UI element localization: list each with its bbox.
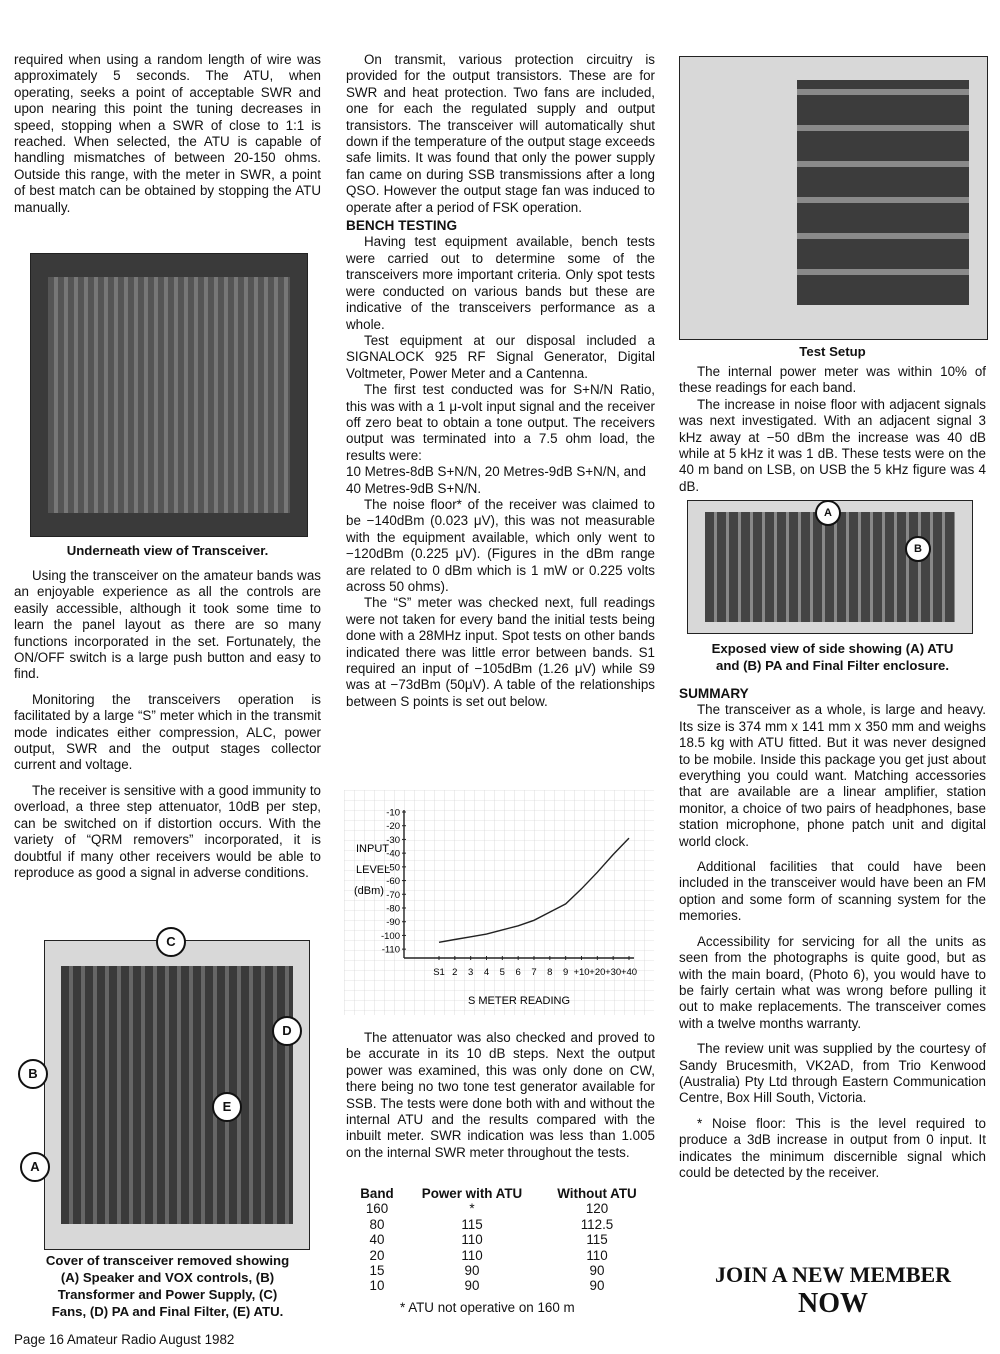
side-label-a: A <box>815 500 841 526</box>
table-cell-with-atu: * <box>469 1201 475 1217</box>
test-setup-caption: Test Setup <box>799 344 866 359</box>
y-tick-label: -10 <box>386 807 400 819</box>
table-cell-without-atu: 110 <box>586 1247 608 1263</box>
x-tick-label: +10 <box>573 967 590 978</box>
col1-para1: required when using a random length of wire was approximately 5 seconds. The ATU, when operating, seeks a point of acceptable SWR and upon nearing this point the tuning decreases in speed, stopping when a SWR of close to 1:1 is reached. When selected, the ATU is capable of handling mismatches of between 20-150 ohms. Outside this range, with the meter in SWR, a point of best match can be obtained by stopping the ATU manually. <box>14 52 321 215</box>
col3-para5: Accessibility for servicing for all the units as seen from the photographs is quite good, but as with the main board, (Photo 6), you would have to be fairly certain what was wrong before pulling it out to make replacements. The transceiver comes with a twelve months warranty. <box>679 933 986 1031</box>
col2-para1: On transmit, various protection circuitry is provided for the output transistors. These are for SWR and heat protection. Two fans are included, one for each the regulated supply and output transistors. The transceiver will automatically shut down if the temperature of the output stage exceeds safe limits. It was found that only the power supply fan came on during SSB transmissions after a long QSO. However the output stage fan was induced to operate after a period of FSK operation. <box>346 52 655 215</box>
side-caption-line-1: Exposed view of side showing (A) ATU <box>711 641 954 656</box>
join-line-1: JOIN A NEW MEMBER <box>714 1262 952 1287</box>
table-cell-without-atu: 112.5 <box>580 1216 614 1232</box>
table-cell-band: 80 <box>369 1216 385 1232</box>
power-output-table <box>352 1186 652 1294</box>
y-tick-label: -90 <box>386 917 400 929</box>
table-row <box>352 1263 652 1278</box>
side-caption-line-2: and (B) PA and Final Filter enclosure. <box>715 658 949 673</box>
x-tick-label: S1 <box>433 967 445 978</box>
x-tick-label: +30 <box>605 967 622 978</box>
column-1 <box>14 52 321 216</box>
caption-line-1: Cover of transceiver removed showing <box>45 1253 290 1268</box>
caption-line-2: (A) Speaker and VOX controls, (B) <box>60 1270 275 1285</box>
table-cell-with-atu: 110 <box>461 1232 483 1248</box>
y-tick-label: -110 <box>381 944 400 956</box>
y-tick-label: -80 <box>386 903 400 915</box>
table-cell-band: 160 <box>365 1201 389 1217</box>
y-tick-label: -60 <box>386 876 400 888</box>
cover-removed-caption <box>20 1252 315 1320</box>
table-cell-without-atu: 90 <box>589 1278 605 1294</box>
page-footer: Page 16 Amateur Radio August 1982 <box>14 1332 235 1347</box>
table-cell-band: 15 <box>369 1263 385 1279</box>
y-label-line1: INPUT <box>356 843 389 855</box>
y-tick-label: -40 <box>386 848 400 860</box>
x-tick-label: 8 <box>547 967 553 978</box>
table-note: * ATU not operative on 160 m <box>400 1300 575 1315</box>
column-1-lower <box>14 568 321 881</box>
table-cell-with-atu: 90 <box>464 1263 480 1279</box>
test-setup-photo <box>679 56 988 340</box>
col3-para7: * Noise floor: This is the level required to produce a 3dB increase in output from 0 input. It indicates the minimum discernible signal which could be detected by the receiver. <box>679 1115 986 1180</box>
col2-para5: The noise floor* of the receiver was claimed to be −140dBm (0.023 μV), this was not measurable with the equipment available, which only went to −120dBm (0.225 μV). (Figures in the dBm range are related to 0 dBm which is 1 mW or 0.225 volts across 50 ohms). <box>346 496 655 594</box>
column-2-lower <box>346 1030 655 1161</box>
photo-label-e: E <box>212 1092 242 1122</box>
col3-para3: The transceiver as a whole, is large and heavy. Its size is 374 mm x 141 mm x 350 mm and weighs 18.5 kg with ATU fitted. But it was never designed to be mobile. Inside this package you get just about everything you could want. Matching accessories that are available are a linear amplifier, station monitor, a choice of two pairs of headphones, base station microphone, phone patch unit and digital world clock. <box>679 702 986 849</box>
col2-para2: Having test equipment available, bench tests were carried out to determine some of the transceivers more important criteria. Only spot tests were conducted on various bands but these are indicative of the transceivers performance as a whole. <box>346 234 655 332</box>
col2-para7: The attenuator was also checked and proved to be accurate in its 10 dB steps. Next the output power was examined, this was only done on CW, there being no two tone test generator available for SSB. The tests were done both with and without the internal ATU and the results compared with the inbuilt meter. SWR indication was less than 1.005 on the internal SWR meter throughout the tests. <box>346 1030 655 1160</box>
table-cell-with-atu: 110 <box>461 1247 483 1263</box>
column-3 <box>679 364 986 495</box>
photo-label-b: B <box>18 1059 48 1089</box>
x-tick-label: 9 <box>563 967 569 978</box>
col3-para6: The review unit was supplied by the courtesy of Sandy Brucesmith, VK2AD, from Trio Kenwood (Australia) Pty Ltd through Eastern Communication Centre, Box Hill South, Victoria. <box>679 1041 986 1106</box>
cover-removed-photo <box>44 940 310 1250</box>
table-row <box>352 1201 652 1216</box>
x-tick-label: 6 <box>515 967 521 978</box>
x-axis-label: S METER READING <box>467 995 571 1007</box>
column-2 <box>346 52 655 710</box>
x-tick-label: 2 <box>452 967 458 978</box>
col1-para2: Using the transceiver on the amateur bands was an enjoyable experience as all the controls are easily accessible, although it took some time to learn the panel layout as there are so many functions incorporated in the set. Fortunately, the ON/OFF switch is a large push button and easy to find. <box>14 568 321 682</box>
table-cell-without-atu: 115 <box>586 1232 608 1248</box>
caption-line-4: Fans, (D) PA and Final Filter, (E) ATU. <box>51 1304 284 1319</box>
join-line-2: NOW <box>798 1288 868 1319</box>
x-tick-label: 7 <box>531 967 537 978</box>
col2-para4b: 10 Metres-8dB S+N/N, 20 Metres-9dB S+N/N, and 40 Metres-9dB S+N/N. <box>346 464 646 496</box>
table-cell-band: 20 <box>369 1247 385 1263</box>
col2-para4: The first test conducted was for S+N/N Ratio, this was with a 1 μ-volt input signal and the receiver off zero beat to obtain a tone output. The receivers output was terminated into a 7.5 ohm load, the results were: <box>346 382 655 463</box>
y-tick-label: -100 <box>380 930 400 942</box>
table-row <box>352 1248 652 1263</box>
table-cell-with-atu: 90 <box>464 1278 480 1294</box>
summary-heading: SUMMARY <box>679 686 749 701</box>
side-label-b: B <box>905 536 931 562</box>
bench-testing-heading: BENCH TESTING <box>346 218 458 234</box>
table-cell-band: 40 <box>369 1232 385 1248</box>
table-cell-without-atu: 90 <box>589 1263 605 1279</box>
x-tick-label: 4 <box>483 967 490 978</box>
photo-label-a: A <box>20 1152 50 1182</box>
underneath-photo-caption: Underneath view of Transceiver. <box>66 543 269 558</box>
y-label-line2: LEVEL <box>356 864 391 876</box>
x-tick-label: 5 <box>499 967 505 978</box>
table-header-without-atu: Without ATU <box>557 1186 637 1201</box>
photo-label-c: C <box>156 927 186 957</box>
table-cell-with-atu: 115 <box>461 1216 483 1232</box>
y-tick-label: -50 <box>386 862 400 874</box>
y-tick-label: -30 <box>386 834 400 846</box>
y-label-line3: (dBm) <box>354 885 384 897</box>
col1-para4: The receiver is sensitive with a good immunity to overload, a three step attenuator, 10dB per step, can be switched on if distortion occurs. With the variety of “QRM removers” incorporated, it is doubtful if many other receivers would be able to reproduce as good a signal in adverse conditions. <box>14 782 321 880</box>
x-tick-label: +40 <box>620 967 638 978</box>
col3-para1: The internal power meter was within 10% of these readings for each band. <box>679 364 986 396</box>
y-tick-label: -20 <box>386 821 400 833</box>
table-cell-band: 10 <box>369 1278 385 1294</box>
table-row <box>352 1217 652 1232</box>
col2-para6: The “S” meter was checked next, full readings were not taken for every band the initial tests being done with a 28MHz input. Spot tests on other bands indicated there was little error between bands. S1 required an input of −105dBm (1.26 μV) while S9 was at −73dBm (50μV). A table of the relationships between S points is set out below. <box>346 595 655 709</box>
col3-para2: The increase in noise floor with adjacent signals was next investigated. With an adjacent signal 3 kHz away at −50 dBm the increase was 40 dB while at 5 kHz it was 1 dB. These tests were on the 40 m band on LSB, on USB the 5 kHz figure was 4 dB. <box>679 396 986 494</box>
x-tick-label: +20 <box>589 967 606 978</box>
table-cell-without-atu: 120 <box>585 1201 609 1217</box>
y-tick-label: -70 <box>386 889 400 901</box>
table-header-band: Band <box>360 1186 394 1201</box>
table-row <box>352 1278 652 1293</box>
col3-para4: Additional facilities that could have been included in the transceiver would have been an FM option and some form of scanning system for the memories. <box>679 859 986 924</box>
table-header-with-atu: Power with ATU <box>421 1186 523 1201</box>
caption-line-3: Transformer and Power Supply, (C) <box>57 1287 278 1302</box>
side-view-caption <box>679 640 986 674</box>
x-tick-label: 3 <box>468 967 474 978</box>
underneath-photo <box>30 253 308 537</box>
photo-label-d: D <box>272 1016 302 1046</box>
s-meter-chart <box>344 790 654 1015</box>
col2-para3: Test equipment at our disposal included a SIGNALOCK 925 RF Signal Generator, Digital Voltmeter, Power Meter and a Cantenna. <box>346 332 655 381</box>
column-3-lower <box>679 684 986 1181</box>
table-row <box>352 1232 652 1247</box>
col1-para3: Monitoring the transceivers operation is facilitated by a large “S” meter which in the transmit mode indicates either compression, ALC, power output, SWR and the output stages collector current and voltage. <box>14 691 321 773</box>
